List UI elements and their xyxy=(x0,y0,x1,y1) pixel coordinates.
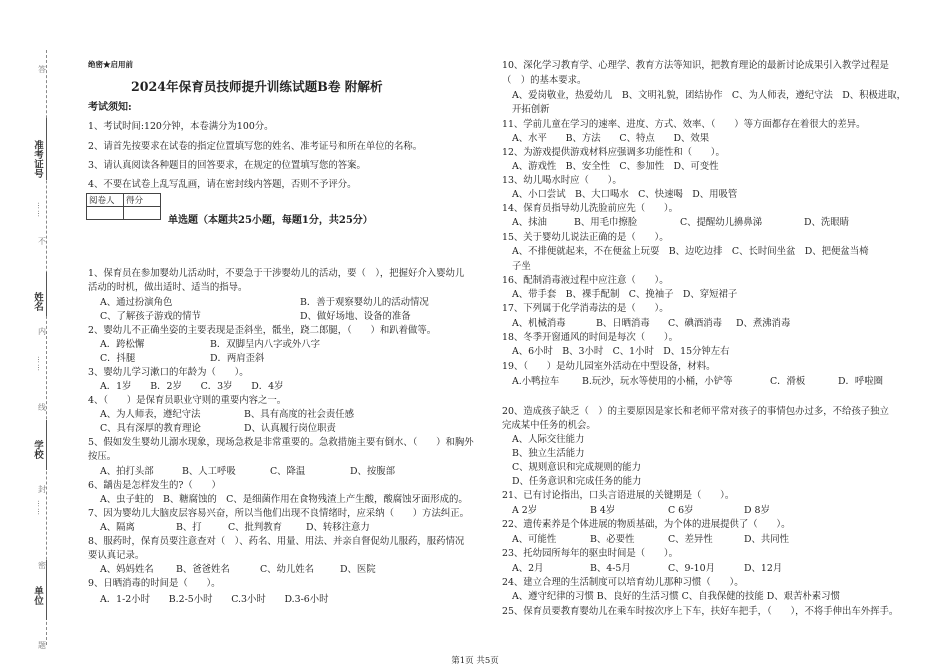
answer-option[interactable]: A、机械消毒 xyxy=(512,318,566,329)
margin-mark: 答 xyxy=(38,65,46,74)
name-blank[interactable] xyxy=(46,272,47,316)
answer-option[interactable]: B、日晒消毒 xyxy=(596,318,650,329)
question-text: 活动的时机，做出适时、适当的指导。 xyxy=(88,282,248,293)
answer-option[interactable]: D、做好场地、设备的准备 xyxy=(300,311,411,322)
answer-option[interactable]: D、煮沸消毒 xyxy=(736,318,791,329)
answer-options[interactable]: A、6小时 B、3小时 C、1小时 D、15分钟左右 xyxy=(512,346,730,357)
answer-option[interactable]: C、差异性 xyxy=(668,534,713,545)
margin-mark: 不 xyxy=(38,237,46,246)
answer-option[interactable]: D．两肩歪斜 xyxy=(210,353,265,364)
question-text: 15、关于婴幼儿说法正确的是（ ）。 xyxy=(502,232,669,243)
confidential-mark: 绝密★启用前 xyxy=(88,60,133,69)
answer-option[interactable]: A、可能性 xyxy=(512,534,557,545)
answer-continuation: 开拓创新 xyxy=(512,104,550,115)
question-text: 16、配制消毒液过程中应注意（ ）。 xyxy=(502,275,669,286)
answer-option[interactable]: D、转移注意力 xyxy=(306,522,370,533)
question-text: 4、（ ）是保育员职业守则的重要内容之一。 xyxy=(88,395,287,406)
answer-option[interactable]: A、通过扮演角色 xyxy=(100,297,173,308)
answer-continuation: 子坐 xyxy=(512,261,531,272)
answer-option[interactable]: D、洗眼睛 xyxy=(804,217,850,228)
score-cell[interactable] xyxy=(124,207,161,220)
question-text: 按压。 xyxy=(88,451,117,462)
question-text: 10、深化学习教育学、心理学、教育方法等知识，把教育理论的最新讨论成果引入教学过程是 xyxy=(502,60,889,71)
answer-options[interactable]: A、爱岗敬业，热爱幼儿 B、文明礼貌，团结协作 C、为人师表，遵纪守法 D、积极进取， xyxy=(512,90,906,101)
question-text: 13、幼儿喝水时应（ ）。 xyxy=(502,175,622,186)
answer-option[interactable]: B．双脚呈内八字或外八字 xyxy=(210,339,321,350)
answer-option[interactable]: B、打 xyxy=(176,522,202,533)
answer-option[interactable]: D、认真履行岗位职责 xyxy=(244,423,336,434)
answer-option[interactable]: B 4岁 xyxy=(590,505,616,516)
margin-mark: 封 xyxy=(38,485,46,494)
answer-option[interactable]: A、2月 xyxy=(512,563,544,574)
answer-option[interactable]: C、规则意识和完成规则的能力 xyxy=(512,462,642,473)
answer-option[interactable]: C、提醒幼儿擤鼻涕 xyxy=(680,217,763,228)
answer-option[interactable]: A．跨松懈 xyxy=(100,339,145,350)
answer-option[interactable]: B、用毛巾擦脸 xyxy=(574,217,638,228)
answer-option[interactable]: A、人际交往能力 xyxy=(512,434,585,445)
answer-option[interactable]: B、必要性 xyxy=(590,534,635,545)
binding-margin xyxy=(0,0,78,671)
question-text: 完成某中任务的机会。 xyxy=(502,420,596,431)
margin-mark: 内 xyxy=(38,327,46,336)
question-text: 24、建立合理的生活制度可以培育幼儿那种习惯（ ）。 xyxy=(502,577,744,588)
notice-item: 4、不要在试卷上乱写乱画，请在密封线内答题，否则不予评分。 xyxy=(88,179,357,190)
notice-item: 2、请首先按要求在试卷的指定位置填写您的姓名、准考证号和所在单位的名称。 xyxy=(88,141,423,152)
question-text: 7、因为婴幼儿大脑皮层容易兴奋，所以当他们出现不良情绪时，应采纳（ ）方法纠正。 xyxy=(88,508,469,519)
question-text: 8、服药时，保育员要注意查对（ ）、药名、用量、用法、并亲自督促幼儿服药，服药情况 xyxy=(88,536,465,547)
question-text: 9、日晒消毒的时间是（ ）。 xyxy=(88,578,221,589)
answer-option[interactable]: C、了解孩子游戏的情节 xyxy=(100,311,201,322)
answer-option[interactable]: A.小鸭拉车 xyxy=(512,376,560,387)
answer-option[interactable]: C、9-10月 xyxy=(668,563,715,574)
answer-option[interactable]: D、12月 xyxy=(744,563,783,574)
answer-option[interactable]: A 2岁 xyxy=(512,505,538,516)
answer-option[interactable]: D、共同性 xyxy=(744,534,790,545)
question-text: 11、学前儿童在学习的速率、进度、方式、效率、（ ）等方面都存在着很大的差异。 xyxy=(502,119,866,130)
answer-option[interactable]: C、批判教育 xyxy=(228,522,283,533)
answer-options[interactable]: A、虫子蛀的 B、糖腐蚀的 C、是细菌作用在食物残渣上产生酸，酸腐蚀牙面形成的。 xyxy=(100,494,468,505)
notice-heading: 考试须知: xyxy=(88,102,132,113)
exam-number-label: 准考证号 xyxy=(32,140,43,178)
question-text: 2、婴幼儿不正确坐姿的主要表现是歪斜坐，骶坐，跷二郎腿，（ ）和趴着做等。 xyxy=(88,325,437,336)
question-text: 22、遗传素养是个体进展的物质基础，为个体的进展提供了（ ）。 xyxy=(502,519,791,530)
dots: …… xyxy=(36,500,44,516)
school-label: 学校 xyxy=(32,440,43,459)
notice-item: 1、考试时间:120分钟，本卷满分为100分。 xyxy=(88,121,274,132)
answer-option[interactable]: D、任务意识和完成任务的能力 xyxy=(512,476,642,487)
answer-option[interactable]: C 6岁 xyxy=(668,505,694,516)
score-label: 得分 xyxy=(124,194,161,207)
page-footer: 第1页 共5页 xyxy=(451,656,499,666)
answer-option[interactable]: A、抹油 xyxy=(512,217,547,228)
margin-mark: 线 xyxy=(38,403,46,412)
answer-options[interactable]: A．1岁 B．2岁 C．3岁 D．4岁 xyxy=(100,381,284,392)
answer-options[interactable]: A、带手套 B、裸手配制 C、挽袖子 D、穿短裙子 xyxy=(512,289,738,300)
answer-options[interactable]: A、水平 B、方法 C、特点 D、效果 xyxy=(512,133,710,144)
answer-option[interactable]: C、具有深厚的教育理论 xyxy=(100,423,201,434)
dots: …… xyxy=(36,356,44,372)
answer-options[interactable]: A．1-2小时 B.2-5小时 C.3小时 D.3-6小时 xyxy=(100,594,329,605)
school-blank[interactable] xyxy=(46,420,47,470)
answer-option[interactable]: B、4-5月 xyxy=(590,563,631,574)
answer-option[interactable]: B、人工呼吸 xyxy=(182,466,236,477)
notice-item: 3、请认真阅读各种题目的回答要求，在规定的位置填写您的答案。 xyxy=(88,160,366,171)
name-label: 姓名 xyxy=(32,292,43,311)
question-text: 25、保育员要教育婴幼儿在乘车时按次序上下车，扶好车把手，（ ），不将手伸出车外挥手。 xyxy=(502,606,899,617)
section-heading: 单选题（本题共25小题，每题1分，共25分） xyxy=(168,215,373,226)
answer-option[interactable]: A、拍打头部 xyxy=(100,466,154,477)
question-text: 1、保育员在参加婴幼儿活动时，不要急于干涉婴幼儿的活动，要（ ），把握好介入婴幼儿 xyxy=(88,268,465,279)
dots: …… xyxy=(36,202,44,218)
question-text: 3、婴幼儿学习漱口的年龄为（ ）。 xyxy=(88,367,249,378)
question-text: 17、下列属于化学消毒法的是（ ）。 xyxy=(502,303,669,314)
question-text: 23、托幼园所每年的驱虫时间是（ ）。 xyxy=(502,548,678,559)
unit-label: 单位 xyxy=(32,586,43,605)
answer-option[interactable]: A、隔离 xyxy=(100,522,135,533)
page-title: 2024年保育员技师提升训练试题B卷 附解析 xyxy=(131,79,383,94)
question-text: 6、龋齿是怎样发生的?（ ） xyxy=(88,480,221,491)
answer-option[interactable]: C．滑板 xyxy=(770,376,806,387)
question-text: 20、造成孩子缺乏（ ）的主要原因是家长和老师平常对孩子的事情包办过多，不给孩子独立 xyxy=(502,406,889,417)
answer-options[interactable]: A、遵守纪律的习惯 B、良好的生活习惯 C、自我保健的技能 D、艰苦朴素习惯 xyxy=(512,591,840,602)
answer-option[interactable]: B．善于观察婴幼儿的活动情况 xyxy=(300,297,429,308)
score-table xyxy=(86,193,161,220)
answer-options[interactable]: A、小口尝试 B、大口喝水 C、快速喝 D、用吸管 xyxy=(512,189,738,200)
answer-option[interactable]: A、为人师表，遵纪守法 xyxy=(100,409,201,420)
answer-option[interactable]: C、降温 xyxy=(270,466,306,477)
grader-label: 阅卷人 xyxy=(87,194,124,207)
question-text: 21、已有讨论指出，口头言语进展的关键期是（ ）。 xyxy=(502,490,735,501)
question-text: 14、保育员指导幼儿洗脸前应先（ ）。 xyxy=(502,203,678,214)
question-text: （ ）的基本要求。 xyxy=(502,75,587,86)
answer-option[interactable]: C、碘酒消毒 xyxy=(668,318,723,329)
answer-option[interactable]: A、妈妈姓名 xyxy=(100,564,154,575)
exam-number-blank[interactable] xyxy=(46,118,47,180)
grader-cell[interactable] xyxy=(87,207,124,220)
answer-options[interactable]: A、不排便就起来，不在便盆上玩耍 B、边吃边排 C、长时间坐盆 D、把便盆当椅 xyxy=(512,246,869,257)
answer-option[interactable]: B、独立生活能力 xyxy=(512,448,585,459)
answer-option[interactable]: B.玩沙，玩水等使用的小桶，小铲等 xyxy=(582,376,733,387)
question-text: 5、假如发生婴幼儿溺水现象，现场急救是非常重要的。急救措施主要有倒水、（ ）和胸外 xyxy=(88,437,474,448)
question-text: 18、冬季开窗通风的时间是每次（ ）。 xyxy=(502,332,678,343)
answer-option[interactable]: D、医院 xyxy=(340,564,376,575)
answer-option[interactable]: C、幼儿姓名 xyxy=(260,564,315,575)
answer-option[interactable]: D、按腹部 xyxy=(350,466,396,477)
margin-mark: 题 xyxy=(38,641,46,650)
question-text: 12、为游戏提供游戏材料应强调多功能性和（ ）。 xyxy=(502,147,725,158)
question-text: 19、（ ）是幼儿园室外活动在中型设备，材料。 xyxy=(502,361,716,372)
answer-options[interactable]: A、游戏性 B、安全性 C、参加性 D、可变性 xyxy=(512,161,719,172)
answer-option[interactable]: B、爸爸姓名 xyxy=(176,564,230,575)
margin-mark: 密 xyxy=(38,561,46,570)
answer-option[interactable]: D．呼啦圈 xyxy=(838,376,884,387)
answer-option[interactable]: B、具有高度的社会责任感 xyxy=(244,409,355,420)
answer-option[interactable]: C．抖腿 xyxy=(100,353,136,364)
answer-option[interactable]: D 8岁 xyxy=(744,505,770,516)
unit-blank[interactable] xyxy=(46,560,47,620)
question-text: 要认真记录。 xyxy=(88,550,145,561)
